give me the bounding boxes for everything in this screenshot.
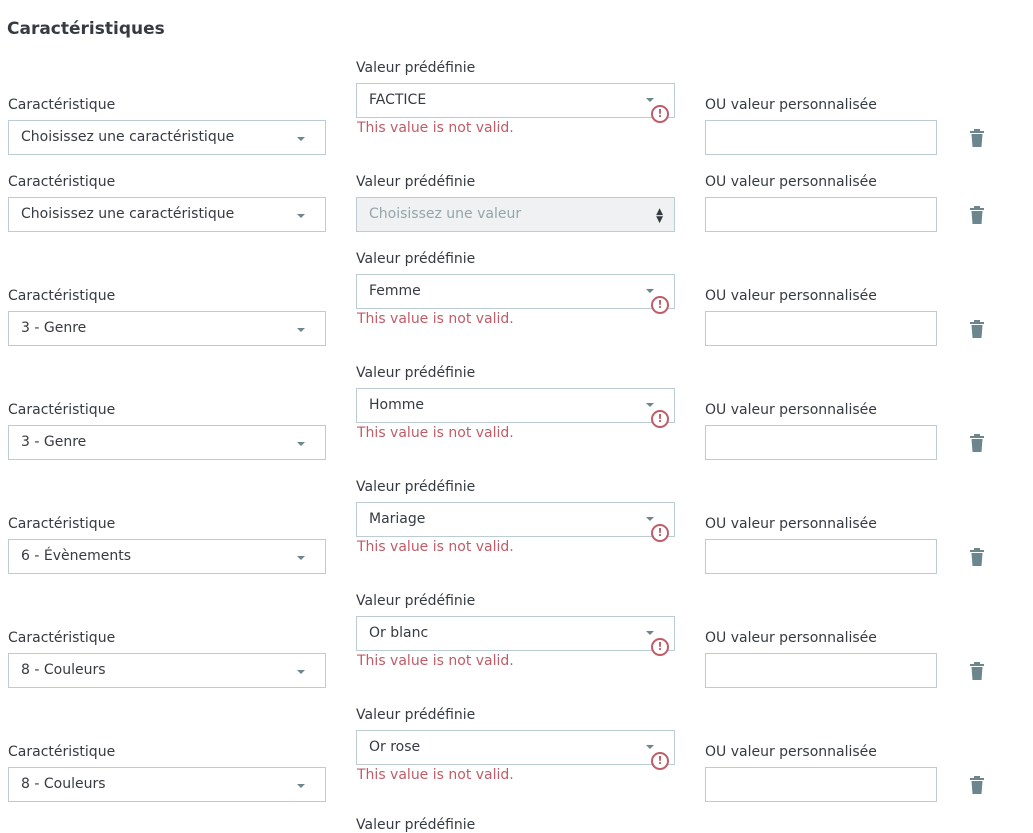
predefined-select[interactable] <box>356 730 675 765</box>
custom-value-input[interactable] <box>705 197 937 232</box>
predefined-label: Valeur prédéfinie <box>356 174 476 190</box>
chevron-down-icon <box>297 328 305 332</box>
feature-select-value: 8 - Couleurs <box>21 662 106 678</box>
trash-icon[interactable] <box>969 662 985 680</box>
trash-icon[interactable] <box>969 776 985 794</box>
feature-row <box>0 478 1033 592</box>
custom-value-input[interactable] <box>705 311 937 346</box>
chevron-down-icon <box>297 137 305 141</box>
trash-icon[interactable] <box>969 434 985 452</box>
predefined-select-disabled <box>356 197 675 232</box>
chevron-down-icon <box>646 403 654 407</box>
custom-value-input[interactable] <box>705 120 937 155</box>
feature-select-value: 3 - Genre <box>21 434 87 450</box>
custom-label: OU valeur personnalisée <box>705 174 877 190</box>
predefined-select-value: Or blanc <box>369 625 429 641</box>
chevron-down-icon <box>646 289 654 293</box>
predefined-select-value: FACTICE <box>369 92 427 108</box>
feature-select[interactable] <box>8 197 326 232</box>
sort-arrows-icon: ▲ ▼ <box>656 207 663 225</box>
predefined-select-value: Mariage <box>369 511 426 527</box>
feature-label: Caractéristique <box>8 630 116 646</box>
exclamation-circle-icon: ! <box>651 105 669 123</box>
chevron-down-icon <box>297 556 305 560</box>
error-message: This value is not valid. <box>357 653 514 669</box>
predefined-select-placeholder: Choisissez une valeur <box>369 206 522 222</box>
feature-select-value: Choisissez une caractéristique <box>21 206 235 222</box>
error-message: This value is not valid. <box>357 120 514 136</box>
feature-label: Caractéristique <box>8 402 116 418</box>
feature-label: Caractéristique <box>8 97 116 113</box>
section-title: Caractéristiques <box>7 19 165 39</box>
custom-label: OU valeur personnalisée <box>705 744 877 760</box>
feature-select[interactable] <box>8 120 326 155</box>
exclamation-circle-icon: ! <box>651 410 669 428</box>
trash-icon[interactable] <box>969 206 985 224</box>
chevron-down-icon <box>646 745 654 749</box>
predefined-select[interactable] <box>356 502 675 537</box>
feature-row <box>0 364 1033 478</box>
predefined-label: Valeur prédéfinie <box>356 707 476 723</box>
chevron-down-icon <box>297 670 305 674</box>
chevron-down-icon <box>297 214 305 218</box>
feature-row <box>0 59 1033 173</box>
predefined-label: Valeur prédéfinie <box>356 60 476 76</box>
chevron-down-icon <box>646 631 654 635</box>
trash-icon[interactable] <box>969 548 985 566</box>
custom-label: OU valeur personnalisée <box>705 97 877 113</box>
custom-value-input[interactable] <box>705 653 937 688</box>
predefined-label: Valeur prédéfinie <box>356 479 476 495</box>
trash-icon[interactable] <box>969 320 985 338</box>
trash-icon[interactable] <box>969 129 985 147</box>
feature-label: Caractéristique <box>8 174 116 190</box>
exclamation-circle-icon: ! <box>651 752 669 770</box>
error-message: This value is not valid. <box>357 539 514 555</box>
predefined-label: Valeur prédéfinie <box>356 593 476 609</box>
predefined-select[interactable] <box>356 616 675 651</box>
error-message: This value is not valid. <box>357 311 514 327</box>
predefined-label: Valeur prédéfinie <box>356 365 476 381</box>
custom-value-input[interactable] <box>705 425 937 460</box>
feature-select-value: 6 - Évènements <box>21 548 131 564</box>
error-message: This value is not valid. <box>357 767 514 783</box>
predefined-label: Valeur prédéfinie <box>356 251 476 267</box>
feature-select[interactable] <box>8 539 326 574</box>
feature-label: Caractéristique <box>8 288 116 304</box>
exclamation-circle-icon: ! <box>651 524 669 542</box>
feature-row <box>0 592 1033 706</box>
exclamation-circle-icon: ! <box>651 296 669 314</box>
feature-select[interactable] <box>8 425 326 460</box>
predefined-label: Valeur prédéfinie <box>356 817 476 833</box>
feature-select[interactable] <box>8 311 326 346</box>
chevron-down-icon <box>297 442 305 446</box>
feature-select[interactable] <box>8 767 326 802</box>
custom-label: OU valeur personnalisée <box>705 402 877 418</box>
feature-select-value: Choisissez une caractéristique <box>21 129 235 145</box>
custom-label: OU valeur personnalisée <box>705 630 877 646</box>
predefined-select[interactable] <box>356 83 675 118</box>
feature-select-value: 8 - Couleurs <box>21 776 106 792</box>
feature-label: Caractéristique <box>8 744 116 760</box>
chevron-down-icon <box>297 784 305 788</box>
custom-label: OU valeur personnalisée <box>705 516 877 532</box>
feature-label: Caractéristique <box>8 516 116 532</box>
custom-label: OU valeur personnalisée <box>705 288 877 304</box>
predefined-select-value: Or rose <box>369 739 421 755</box>
predefined-select-value: Femme <box>369 283 421 299</box>
predefined-select-value: Homme <box>369 397 424 413</box>
feature-select-value: 3 - Genre <box>21 320 87 336</box>
chevron-down-icon <box>646 517 654 521</box>
feature-row <box>0 706 1033 820</box>
predefined-select[interactable] <box>356 274 675 309</box>
error-message: This value is not valid. <box>357 425 514 441</box>
predefined-select[interactable] <box>356 388 675 423</box>
exclamation-circle-icon: ! <box>651 638 669 656</box>
chevron-down-icon <box>646 98 654 102</box>
feature-row <box>0 250 1033 364</box>
feature-select[interactable] <box>8 653 326 688</box>
custom-value-input[interactable] <box>705 539 937 574</box>
custom-value-input[interactable] <box>705 767 937 802</box>
